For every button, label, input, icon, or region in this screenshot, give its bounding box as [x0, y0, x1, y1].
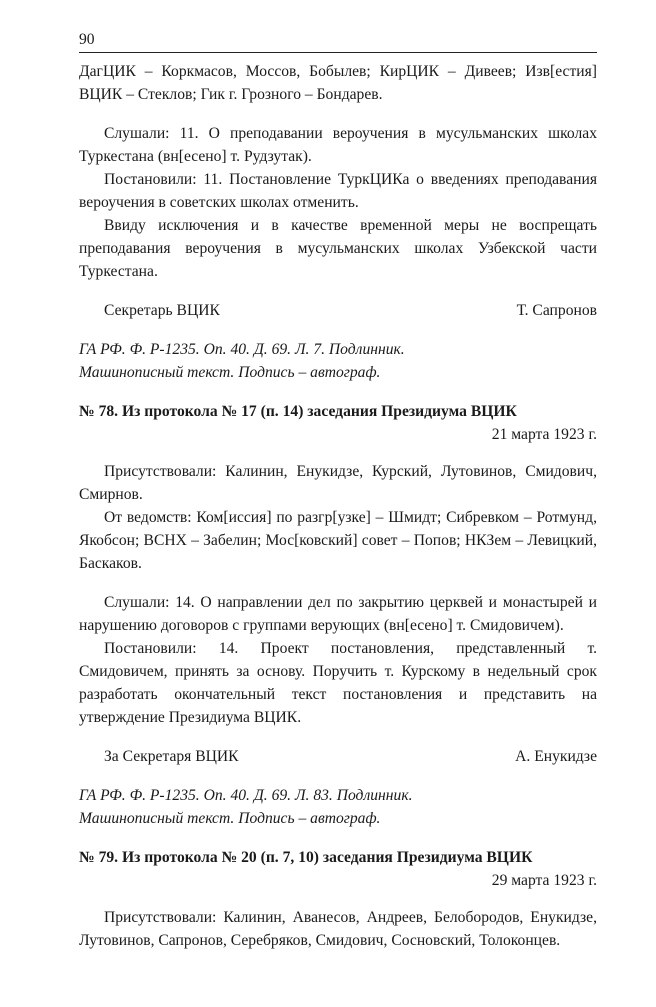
doc77-source-line-1: ГА РФ. Ф. Р-1235. Оп. 40. Д. 69. Л. 7. Подлинник. [79, 341, 405, 358]
doc77-resolved: Постановили: 11. Постановление ТуркЦИКа о введениях преподавания вероучения в советских школах отменить. [79, 171, 597, 211]
doc78-departments: От ведомств: Ком[иссия] по разгр[узке] – Шмидт; Сибревком – Ротмунд, Якобсон; ВСНХ – Забелин; Мос[ковский] совет – Попов; НКЗем – Левицкий, Баскаков. [79, 509, 597, 572]
page-content [79, 60, 597, 952]
doc78-signature [79, 745, 597, 768]
doc78-source-line-1: ГА РФ. Ф. Р-1235. Оп. 40. Д. 69. Л. 83. Подлинник. [79, 787, 413, 804]
doc79-present: Присутствовали: Калинин, Аванесов, Андреев, Белобородов, Енукидзе, Лутовинов, Сапронов, Серебряков, Смидович, Сосновский, Толоконцев. [79, 909, 597, 949]
doc77-signature-role: Секретарь ВЦИК [104, 302, 220, 319]
doc77-extra: Ввиду исключения и в качестве временной меры не воспрещать преподавания вероучения в мусульманских школах Узбекской части Туркестана. [79, 217, 597, 280]
doc78-source-line-2: Машинописный текст. Подпись – автограф. [79, 810, 381, 827]
doc78-date: 21 марта 1923 г. [491, 426, 597, 443]
doc78-heading: № 78. Из протокола № 17 (п. 14) заседания Президиума ВЦИК [79, 403, 517, 420]
page-number: 90 [79, 31, 95, 48]
doc79-heading: № 79. Из протокола № 20 (п. 7, 10) заседания Президиума ВЦИК [79, 849, 533, 866]
doc78-heard: Слушали: 14. О направлении дел по закрытию церквей и монастырей и нарушению договоров с группами верующих (вн[есено] т. Смидовичем). [79, 594, 597, 634]
doc79-date: 29 марта 1923 г. [491, 872, 597, 889]
doc78-resolved: Постановили: 14. Проект постановления, представленный т. Смидовичем, принять за основу. Поручить т. Курскому в недельный срок разработать окончательный текст постановления и представить на утверждение Президиума ВЦИК. [79, 640, 597, 726]
doc78-signature-name: А. Енукидзе [515, 748, 597, 765]
doc77-signature-name: Т. Сапронов [516, 302, 597, 319]
doc78-signature-role: За Секретаря ВЦИК [104, 748, 239, 765]
doc78-present: Присутствовали: Калинин, Енукидзе, Курский, Лутовинов, Смидович, Смирнов. [79, 463, 597, 503]
doc77-signature [79, 299, 597, 322]
doc77-heard: Слушали: 11. О преподавании вероучения в мусульманских школах Туркестана (вн[есено] т. Рудзутак). [79, 125, 597, 165]
header-rule [79, 52, 597, 53]
doc77-source-line-2: Машинописный текст. Подпись – автограф. [79, 364, 381, 381]
intro-paragraph: ДагЦИК – Коркмасов, Моссов, Бобылев; КирЦИК – Дивеев; Изв[естия] ВЦИК – Стеклов; Гик г. Грозного – Бондарев. [79, 63, 597, 103]
